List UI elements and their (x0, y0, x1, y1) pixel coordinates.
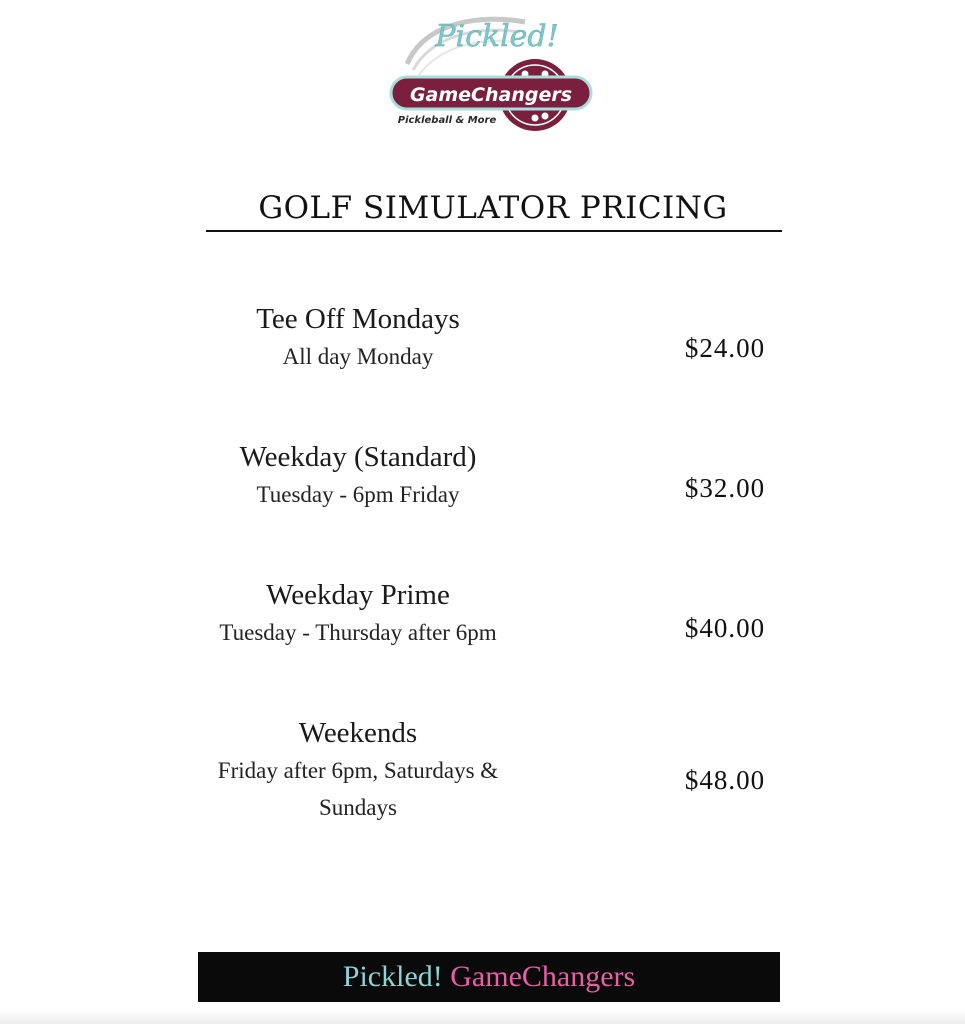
pricing-name: Weekday (Standard) (239, 441, 477, 473)
pricing-name: Weekends (298, 717, 418, 749)
footer-brand-pickled: Pickled! (342, 960, 451, 993)
pricing-schedule: Tuesday - Thursday after 6pm (219, 620, 497, 645)
pricing-schedule-continued: Sundays (319, 795, 397, 820)
pricing-description (150, 300, 566, 375)
logo-badge-text: GameChangers (409, 84, 573, 106)
pricing-price: $40.00 (684, 613, 766, 643)
pricing-price: $32.00 (684, 473, 766, 503)
logo-script-text: Pickled! (435, 19, 559, 54)
pricing-name: Tee Off Mondays (256, 303, 460, 335)
pricing-schedule: Friday after 6pm, Saturdays & (217, 758, 499, 783)
pricing-description (150, 576, 566, 651)
page-title: GOLF SIMULATOR PRICING (258, 190, 728, 226)
footer-banner (198, 952, 780, 1002)
footer-brand-gamechangers: GameChangers (450, 960, 636, 993)
pricing-description (150, 438, 566, 513)
pricing-schedule: Tuesday - 6pm Friday (256, 482, 460, 507)
logo-tagline: Pickleball & More (397, 115, 497, 126)
page-bottom-edge (0, 1010, 965, 1024)
title-underline (206, 230, 782, 232)
pricing-name: Weekday Prime (266, 579, 450, 611)
logo-graphic (385, 12, 600, 137)
pricing-description (170, 714, 546, 826)
pricing-schedule: All day Monday (282, 344, 434, 369)
brand-logo (385, 12, 600, 137)
pricing-price: $48.00 (684, 765, 766, 795)
pricing-price: $24.00 (684, 333, 766, 363)
